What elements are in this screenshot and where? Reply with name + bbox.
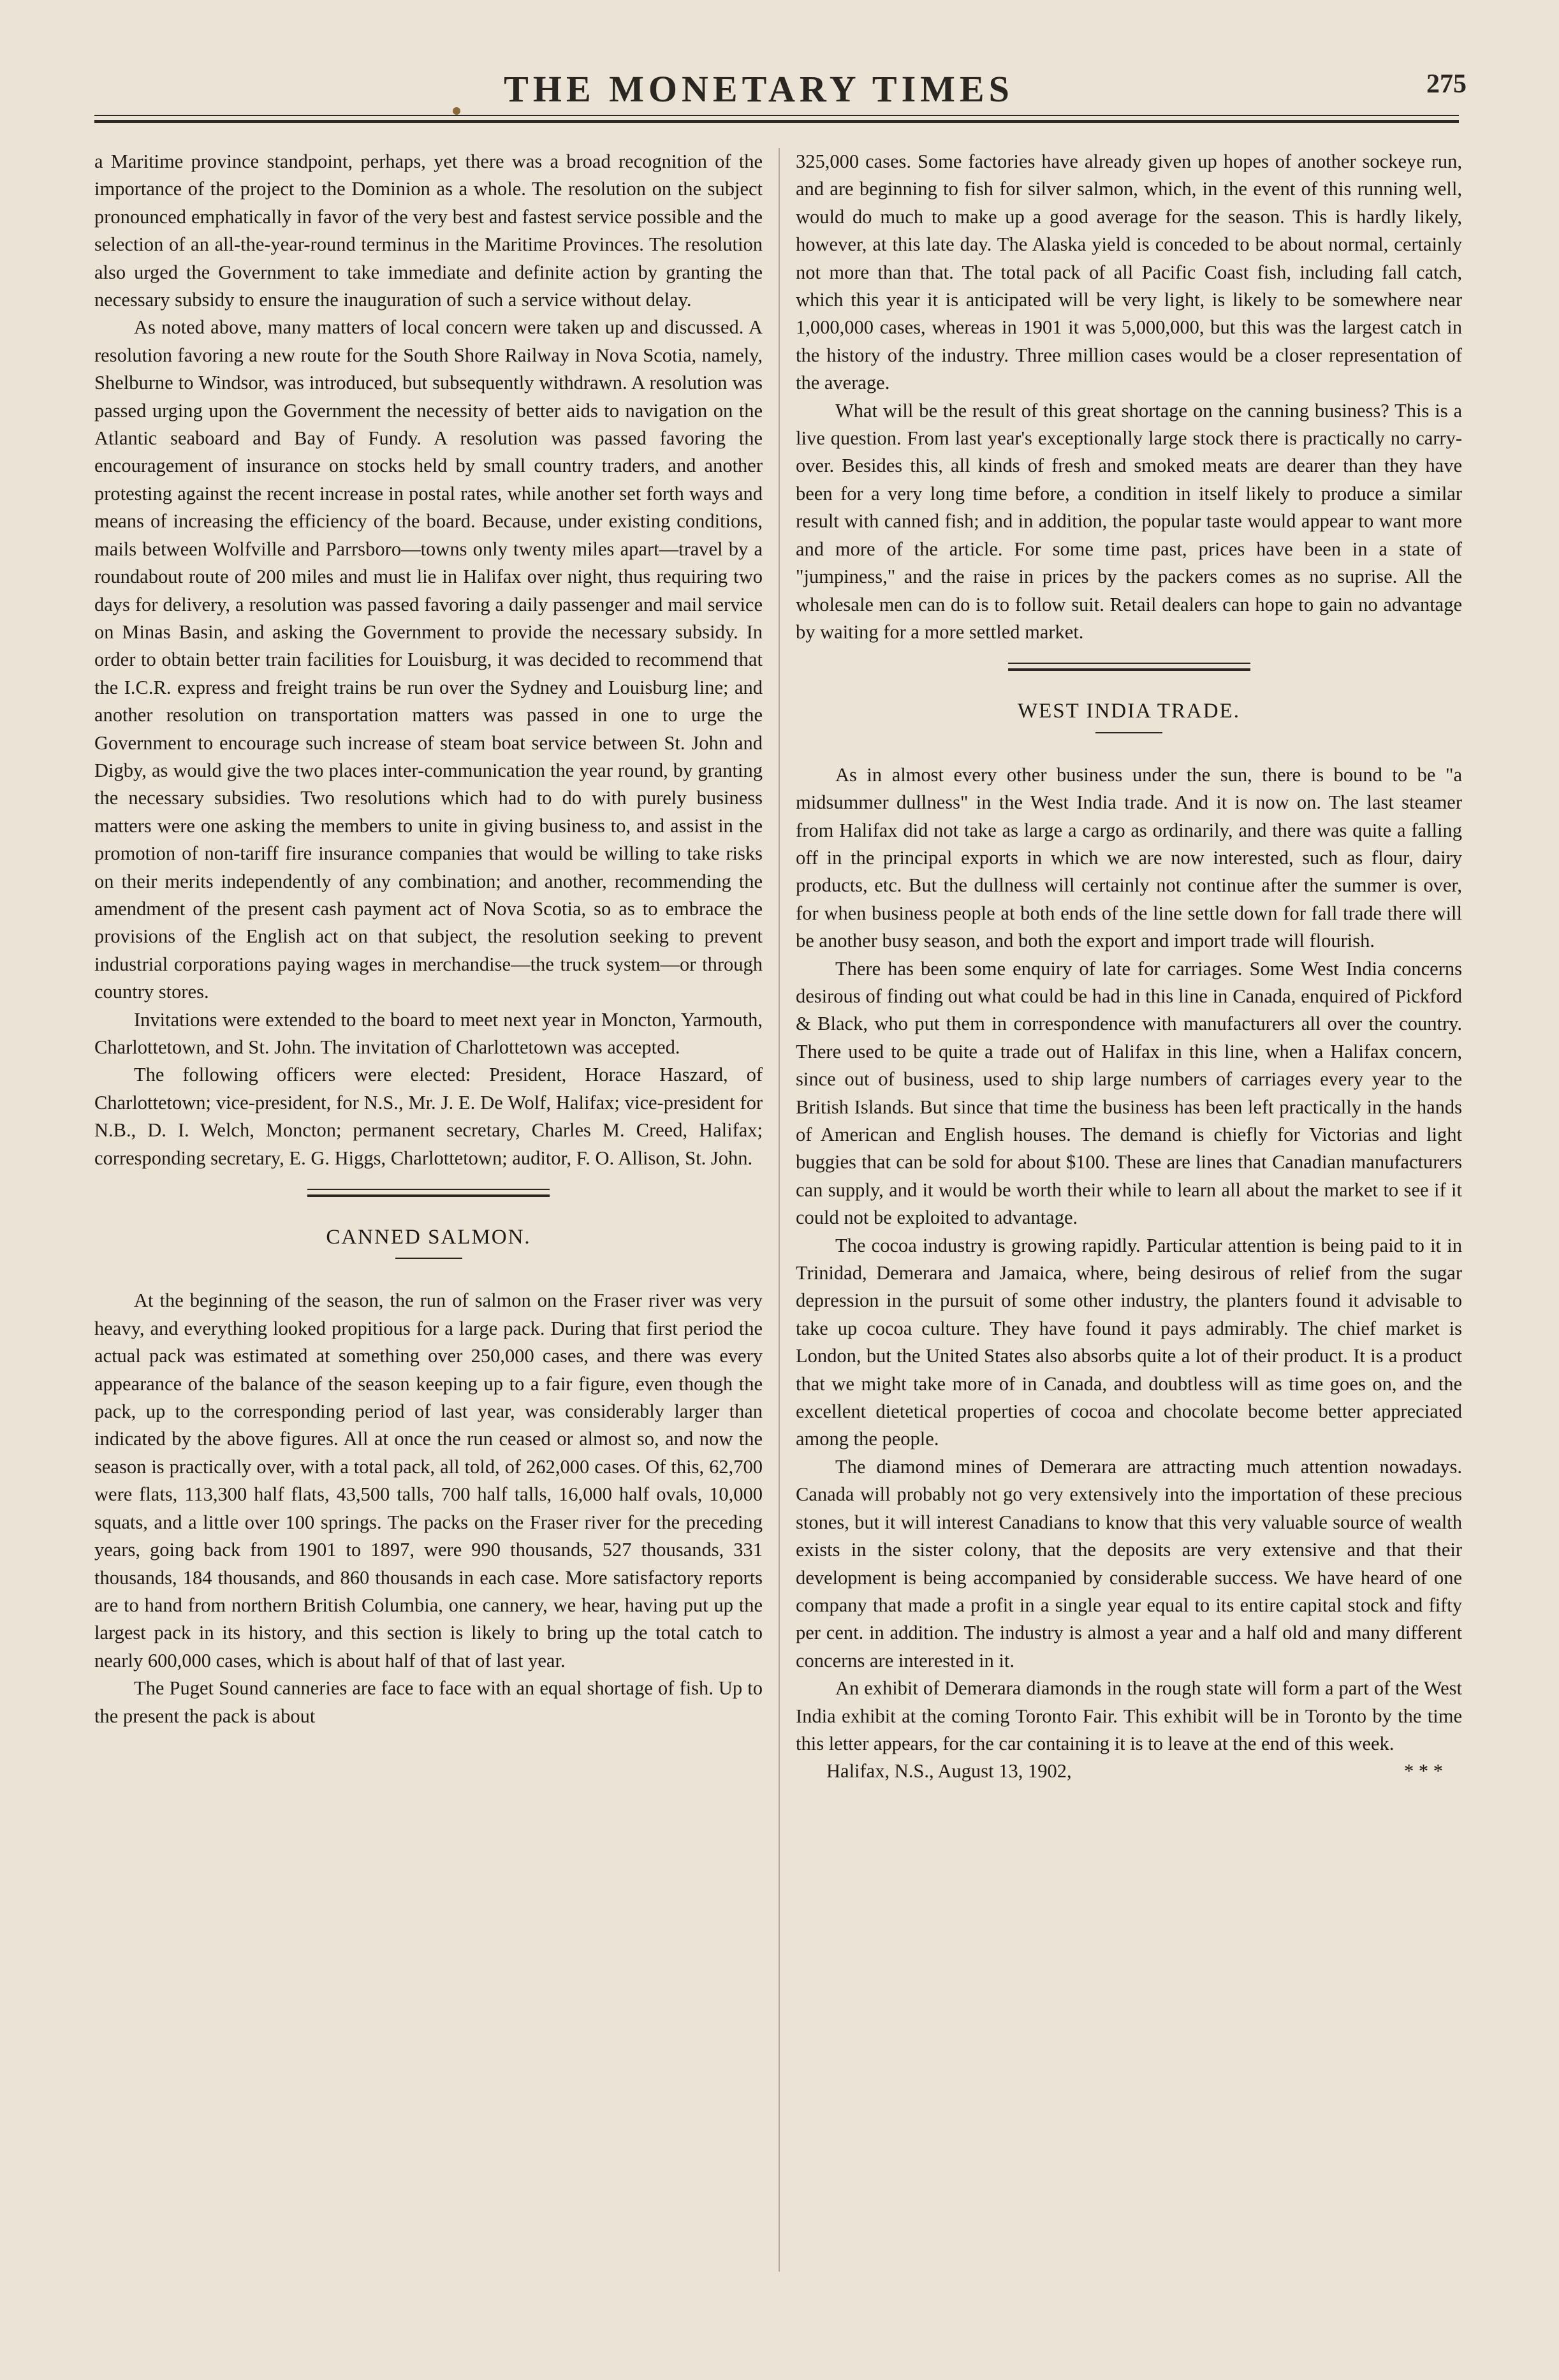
letter-signoff bbox=[796, 1758, 1462, 1785]
column-divider bbox=[779, 148, 780, 2272]
signoff-place-date: Halifax, N.S., August 13, 1902, bbox=[826, 1760, 1072, 1782]
article-paragraph: Invitations were extended to the board to meet next year in Moncton, Yarmouth, Charlottetown, and St. John. The invitation of Charlottetown was accepted. bbox=[94, 1008, 763, 1058]
page-number: 275 bbox=[1426, 70, 1467, 99]
right-column bbox=[796, 148, 1462, 1786]
section-divider-rule bbox=[307, 1189, 550, 1197]
heading-underline-rule bbox=[395, 1258, 462, 1259]
heading-underline-rule bbox=[1095, 732, 1162, 733]
article-paragraph: The cocoa industry is growing rapidly. Particular attention is being paid to it in Trinidad, Demerara and Jamaica, where, being desirous of relief from the sugar depression in the pursuit of some other industry, the planters found it advisable to take up cocoa culture. They have found it pays admirably. The chief market is London, but the United States also absorbs quite a lot of their product. It is a product that we might take more of in Canada, and doubtless will as time goes on, and the excellent dietetical properties of cocoa and chocolate become better appreciated among the people. bbox=[796, 1234, 1462, 1450]
signoff-mark: * * * bbox=[1404, 1760, 1443, 1782]
article-paragraph: The diamond mines of Demerara are attracting much attention nowadays. Canada will probably not go very extensively into the importation of these precious stones, but it will interest Canadians to know that this very valuable source of wealth exists in the sister colony, that the deposits are very extensive and that their development is being accompanied by considerable success. We have heard of one company that made a profit in a single year equal to its entire capital stock and fifty per cent. in addition. The industry is almost a year and a half old and many different concerns are interested in it. bbox=[796, 1455, 1462, 1671]
article-paragraph: As in almost every other business under the sun, there is bound to be "a midsummer dullness" in the West India trade. And it is now on. The last steamer from Halifax did not take as large a cargo as ordinarily, and there was quite a falling off in the principal exports in which we are now interested, such as flour, dairy products, etc. But the dullness will certainly not continue after the summer is over, for when business people at both ends of the line settle down for fall trade there will be another busy season, and both the export and import trade will flourish. bbox=[796, 763, 1462, 952]
masthead-rule-thin bbox=[94, 115, 1459, 116]
article-paragraph: There has been some enquiry of late for carriages. Some West India concerns desirous of finding out what could be had in this line in Canada, enquired of Pickford & Black, who put them in correspondence with manufacturers all over the country. There used to be quite a trade out of Halifax in this line, when a Halifax concern, since out of business, used to ship large numbers of carriages every year to the British Islands. But since that time the business has been left practically in the hands of American and English houses. The demand is chiefly for Victorias and light buggies that can be sold for about $100. These are lines that Canadian manufacturers can supply, and it would be worth their while to learn all about the market to see if it could not be exploited to advantage. bbox=[796, 957, 1462, 1229]
article-paragraph: The Puget Sound canneries are face to face with an equal shortage of fish. Up to the present the pack is about bbox=[94, 1677, 763, 1727]
article-paragraph: 325,000 cases. Some factories have already given up hopes of another sockeye run, and are beginning to fish for silver salmon, which, in the event of this running well, would do much to make up a good average for the season. This is hardly likely, however, at this late day. The Alaska yield is conceded to be about normal, certainly not more than that. The total pack of all Pacific Coast fish, including fall catch, which this year it is anticipated will be very light, is likely to be somewhere near 1,000,000 cases, whereas in 1901 it was 5,000,000, but this was the largest catch in the history of the industry. Three million cases would be a closer representation of the average. bbox=[796, 151, 1462, 394]
article-paragraph: What will be the result of this great shortage on the canning business? This is a live question. From last year's exceptionally large stock there is practically no carry-over. Besides this, all kinds of fresh and smoked meats are dearer than they have been for a very long time before, a condition in itself likely to produce a similar result with canned fish; and in addition, the popular taste would appear to want more and more of the article. For some time past, prices have been in a state of "jumpiness," and the raise in prices by the packers comes as no suprise. All the wholesale men can do is to follow suit. Retail dealers can hope to gain no advantage by waiting for a more settled market. bbox=[796, 399, 1462, 643]
article-paragraph: As noted above, many matters of local concern were taken up and discussed. A resolution favoring a new route for the South Shore Railway in Nova Scotia, namely, Shelburne to Windsor, was introduced, but subsequently withdrawn. A resolution was passed urging upon the Government the necessity of better aids to navigation on the Atlantic seaboard and Bay of Fundy. A resolution was passed favoring the encouragement of insurance on stocks held by small country traders, and another protesting against the recent increase in postal rates, while another set forth ways and means of increasing the efficiency of the board. Because, under existing conditions, mails between Wolfville and Parrsboro—towns only twenty miles apart—travel by a roundabout route of 200 miles and must lie in Halifax over night, thus requiring two days for delivery, a resolution was passed favoring a daily passenger and mail service on Minas Basin, and asking the Government to provide the necessary subsidy. In order to obtain better train facilities for Louisburg, it was decided to recommend that the I.C.R. express and freight trains be run over the Sydney and Louisburg line; and another resolution on transportation matters was passed in one to urge the Government to encourage such increase of steam boat service between St. John and Digby, as would give the two places inter-communication the year round, by granting the necessary subsidies. Two resolutions which had to do with purely business matters were one asking the members to unite in giving business to, and assist in the promotion of non-tariff fire insurance companies that would be willing to take risks on their merits independently of any combination; and another, recommending the amendment of the present cash payment act of Nova Scotia, so as to embrace the provisions of the English act on that subject, the resolution seeking to prevent industrial corporations paying wages in merchandise—the truck system—or through country stores. bbox=[94, 316, 763, 1003]
masthead-rule-thick bbox=[94, 120, 1459, 123]
article-paragraph: At the beginning of the season, the run of salmon on the Fraser river was very heavy, and everything looked propitious for a large pack. During that first period the actual pack was estimated at something over 250,000 cases, and there was every appearance of the balance of the season keeping up to a fair figure, even though the pack, up to the corresponding period of last year, was considerably larger than indicated by the above figures. All at once the run ceased or almost so, and now the season is practically over, with a total pack, all told, of 262,000 cases. Of this, 62,700 were flats, 113,300 half flats, 43,500 talls, 700 half talls, 16,000 half ovals, 10,000 squats, and a little over 100 springs. The packs on the Fraser river for the preceding years, going back from 1901 to 1897, were 990 thousands, 527 thousands, 331 thousands, 184 thousands, and 860 thousands in each case. More satisfactory reports are to hand from northern British Columbia, one cannery, we hear, having put up the largest pack in its history, and this section is likely to bring up the total catch to nearly 600,000 cases, which is about half of that of last year. bbox=[94, 1289, 763, 1671]
left-column bbox=[94, 148, 763, 1730]
article-paragraph: The following officers were elected: President, Horace Haszard, of Charlottetown; vice-president, for N.S., Mr. J. E. De Wolf, Halifax; vice-president for N.B., D. I. Welch, Moncton; permanent secretary, Charles M. Creed, Halifax; corresponding secretary, E. G. Higgs, Charlottetown; auditor, F. O. Allison, St. John. bbox=[94, 1064, 763, 1169]
masthead-title: THE MONETARY TIMES bbox=[504, 68, 1014, 110]
masthead-ornament bbox=[453, 107, 460, 115]
west-india-trade-heading: WEST INDIA TRADE. bbox=[1017, 700, 1240, 723]
section-divider-rule bbox=[1008, 663, 1250, 671]
canned-salmon-heading: CANNED SALMON. bbox=[326, 1226, 531, 1249]
article-paragraph: An exhibit of Demerara diamonds in the rough state will form a part of the West India exhibit at the coming Toronto Fair. This exhibit will be in Toronto by the time this letter appears, for the car containing it is to leave at the end of this week. bbox=[796, 1677, 1462, 1754]
article-paragraph: a Maritime province standpoint, perhaps, yet there was a broad recognition of the importance of the project to the Dominion as a whole. The resolution on the subject pronounced emphatically in favor of the very best and fastest service possible and the selection of an all-the-year-round terminus in the Maritime Provinces. The resolution also urged the Government to take immediate and definite action by granting the necessary subsidy to ensure the inauguration of such a service without delay. bbox=[94, 151, 763, 311]
